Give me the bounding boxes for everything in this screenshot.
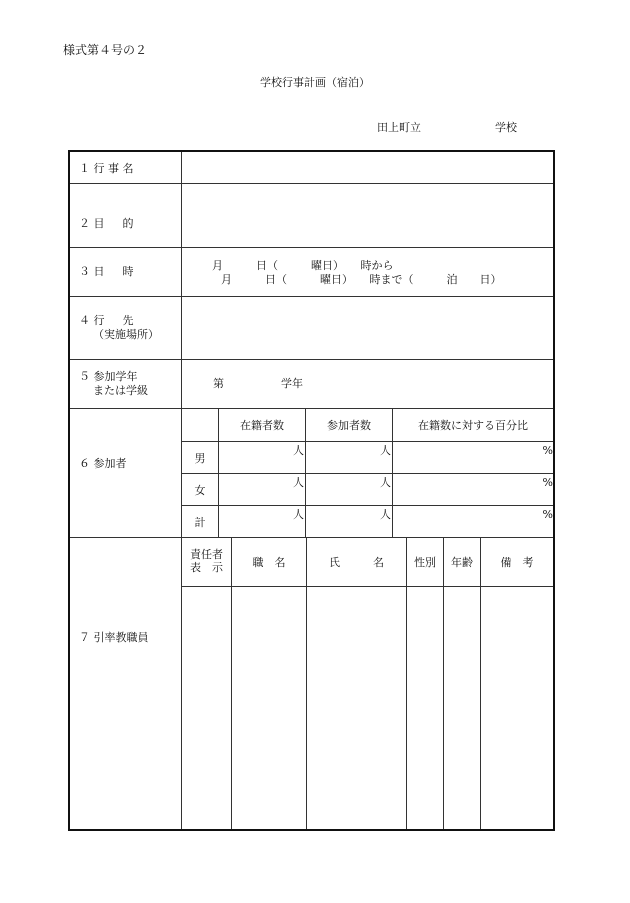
purpose-field[interactable] (182, 184, 553, 247)
school-town-label: 田上町立 (377, 121, 421, 134)
unit-enrolled-total: 人 (293, 508, 304, 521)
destination-field[interactable] (182, 297, 553, 359)
header-remarks: 備 考 (500, 556, 534, 569)
staff-entry-area[interactable] (182, 587, 553, 829)
row-divider (70, 247, 553, 248)
unit-participating-female: 人 (380, 476, 391, 489)
datetime-label: ３ 日 時 (79, 265, 134, 278)
header-age: 年齢 (451, 556, 473, 569)
unit-percent-female: % (542, 476, 553, 489)
unit-percent-total: % (542, 508, 553, 521)
grade-label (79, 370, 148, 398)
unit-participating-male: 人 (380, 444, 391, 457)
unit-enrolled-female: 人 (293, 476, 304, 489)
header-responsible (182, 548, 231, 574)
unit-enrolled-male: 人 (293, 444, 304, 457)
document-title: 学校行事計画（宿泊） (260, 76, 370, 89)
unit-percent-male: % (542, 444, 553, 457)
row-divider (70, 359, 553, 360)
datetime-from[interactable]: 月 日（ 曜日） 時から (212, 259, 394, 272)
header-name: 氏 名 (329, 556, 384, 569)
purpose-label: ２ 目 的 (79, 217, 134, 230)
participants-label: ６ 参加者 (79, 457, 127, 470)
staff-label: ７ 引率教職員 (79, 631, 149, 644)
grade-suffix: 学年 (281, 377, 303, 390)
participants-row-divider (182, 441, 553, 442)
destination-label (79, 314, 159, 342)
header-responsible-line2: 表 示 (190, 561, 223, 575)
grade-prefix: 第 (213, 377, 224, 390)
header-enrolled: 在籍者数 (240, 419, 284, 432)
destination-label-sub: （実施場所） (93, 327, 159, 341)
participants-row-divider (182, 473, 553, 474)
plan-form-table (68, 150, 555, 831)
grade-label-main: ５ 参加学年 (79, 370, 138, 383)
event-name-label: １ 行 事 名 (79, 162, 134, 175)
participants-row-divider (182, 505, 553, 506)
form-number: 様式第４号の２ (63, 43, 148, 57)
row-label-female: 女 (194, 484, 206, 497)
unit-participating-total: 人 (380, 508, 391, 521)
row-divider (70, 408, 553, 409)
grade-label-sub: または学級 (93, 383, 148, 397)
row-label-total: 計 (194, 516, 206, 529)
header-position: 職 名 (252, 556, 286, 569)
header-percentage: 在籍数に対する百分比 (418, 419, 528, 432)
header-participating: 参加者数 (327, 419, 371, 432)
destination-label-main: ４ 行 先 (79, 314, 134, 327)
row-label-male: 男 (194, 452, 206, 465)
header-sex: 性別 (414, 556, 436, 569)
datetime-to[interactable]: 月 日（ 曜日） 時まで（ 泊 日） (221, 273, 502, 286)
event-name-field[interactable] (182, 152, 553, 183)
grade-field[interactable] (230, 372, 278, 392)
school-suffix-label: 学校 (495, 121, 517, 134)
header-responsible-line1: 責任者 (190, 548, 223, 561)
